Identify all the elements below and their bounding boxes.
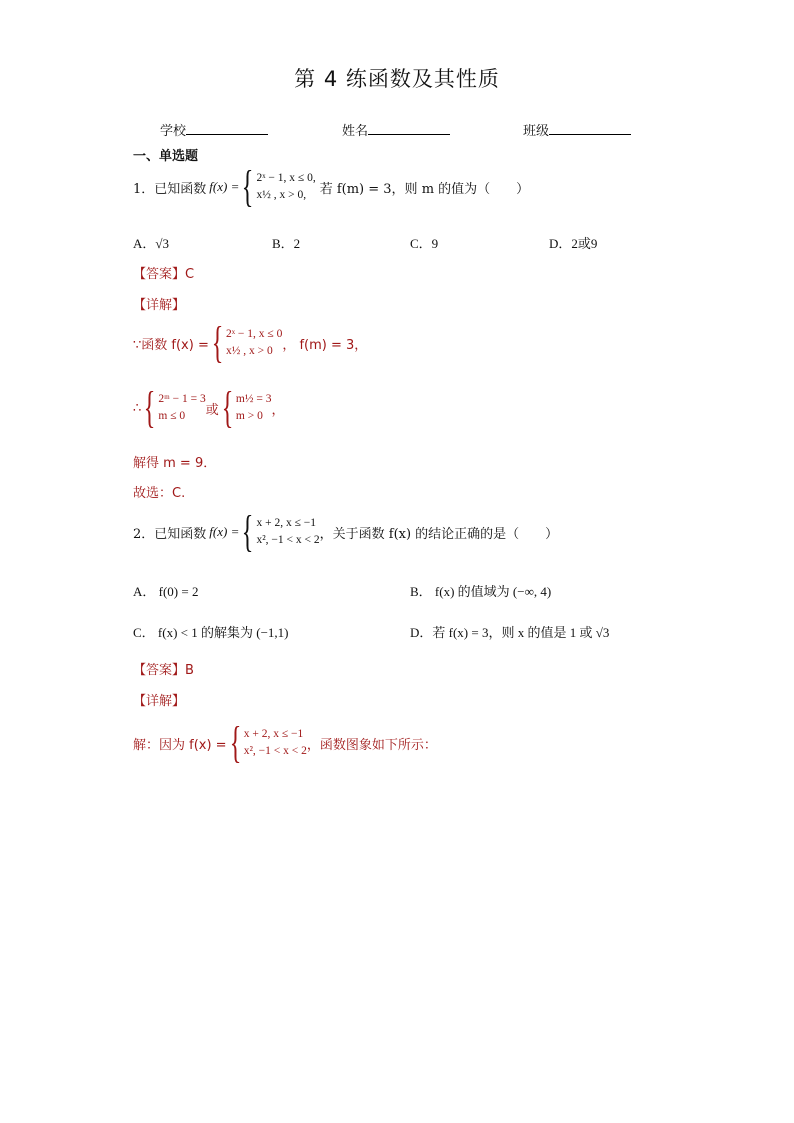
q2-sol-case1: x + 2, x ≤ −1 xyxy=(243,728,304,740)
q2-sol-cases xyxy=(244,726,307,760)
question-2 xyxy=(133,507,559,556)
q2-cases xyxy=(256,515,319,549)
name-field[interactable] xyxy=(342,120,450,139)
q1-sol2-system-a xyxy=(158,391,205,425)
q1-option-b[interactable]: B．2 xyxy=(272,236,301,251)
question-1 xyxy=(133,162,530,211)
school-field[interactable] xyxy=(160,120,268,139)
q1-sol2-a1: 2ᵐ − 1 = 3 xyxy=(158,393,206,405)
q1-sol1-cases xyxy=(226,326,282,360)
q1-prefix: 1．已知函数 xyxy=(133,181,207,197)
name-label: 姓名 xyxy=(342,124,369,139)
q2-fx: f(x) = xyxy=(209,524,240,539)
q2-option-d[interactable]: D．若 f(x) = 3，则 x 的值是 1 或 √3 xyxy=(410,625,610,640)
q1-sol2-or: 或 xyxy=(205,402,219,418)
q1-sol2-system-b xyxy=(236,391,272,425)
q1-sol1-brace: { xyxy=(211,318,224,367)
q2-option-c[interactable]: C． f(x) < 1 的解集为 (−1,1) xyxy=(133,625,289,640)
q1-solution-line-3: 解得 m = 9． xyxy=(133,456,217,471)
q2-sol-brace: { xyxy=(229,718,241,767)
q1-sol2-prefix: ∴ xyxy=(133,400,142,416)
q1-option-a[interactable]: A．√3 xyxy=(133,236,170,251)
q1-option-c[interactable]: C．9 xyxy=(410,236,439,251)
q1-solution-line-2 xyxy=(133,383,285,432)
q2-sol-suffix: ，函数图象如下所示： xyxy=(306,737,437,753)
class-label: 班级 xyxy=(523,124,550,139)
class-field[interactable] xyxy=(523,120,631,139)
q1-sol2-brace-a: { xyxy=(144,383,156,432)
q1-case1: 2ˣ − 1, x ≤ 0, xyxy=(256,172,316,184)
q2-case1: x + 2, x ≤ −1 xyxy=(256,517,317,529)
q1-sol2-a2: m ≤ 0 xyxy=(158,410,186,422)
page-title: 第 4 练函数及其性质 xyxy=(294,67,500,91)
section-heading: 一、单选题 xyxy=(133,149,199,164)
q1-cases xyxy=(256,170,315,204)
q1-sol1-case2: x½ , x > 0 xyxy=(225,345,273,357)
school-label: 学校 xyxy=(160,124,187,139)
q2-sol-prefix: 解：因为 f(x) = xyxy=(133,737,227,753)
name-blank[interactable] xyxy=(368,122,450,135)
q2-solution xyxy=(133,718,437,767)
q2-prefix: 2．已知函数 xyxy=(133,526,207,542)
q1-sol1-case1: 2ˣ − 1, x ≤ 0 xyxy=(225,328,283,340)
q1-fx: f(x) = xyxy=(209,179,240,194)
q1-solution-line-1 xyxy=(133,318,368,367)
q1-sol2-brace-b: { xyxy=(221,383,234,432)
q2-option-a[interactable]: A． f(0) = 2 xyxy=(133,584,199,599)
class-blank[interactable] xyxy=(549,122,631,135)
q1-sol2-b1: m½ = 3 xyxy=(235,393,272,405)
q2-answer: 【答案】B xyxy=(133,663,194,678)
q2-case2: x², −1 < x < 2 xyxy=(256,534,320,546)
q2-sol-case2: x², −1 < x < 2 xyxy=(243,745,307,757)
q2-brace: { xyxy=(242,507,254,556)
q2-detail-heading: 【详解】 xyxy=(133,694,186,709)
school-blank[interactable] xyxy=(186,122,268,135)
q1-case2: x½ , x > 0, xyxy=(256,189,307,201)
q1-sol2-b2: m > 0 xyxy=(235,410,263,422)
q1-solution-line-4: 故选：C. xyxy=(133,486,186,501)
q1-brace: { xyxy=(242,162,254,211)
q1-sol1-suffix: ， f(m) = 3， xyxy=(282,337,368,353)
q1-sol2-suffix: ， xyxy=(271,402,285,418)
q1-answer: 【答案】C xyxy=(133,267,195,282)
q1-condition: 若 f(m) = 3，则 m 的值为（ ） xyxy=(319,181,530,197)
q1-sol1-prefix: ∵函数 f(x) = xyxy=(133,337,209,353)
q1-detail-heading: 【详解】 xyxy=(133,298,186,313)
q1-option-d[interactable]: D．2或9 xyxy=(549,236,598,251)
q2-condition: ，关于函数 f(x) 的结论正确的是（ ） xyxy=(319,526,559,542)
q2-option-b[interactable]: B． f(x) 的值域为 (−∞, 4) xyxy=(410,584,552,599)
